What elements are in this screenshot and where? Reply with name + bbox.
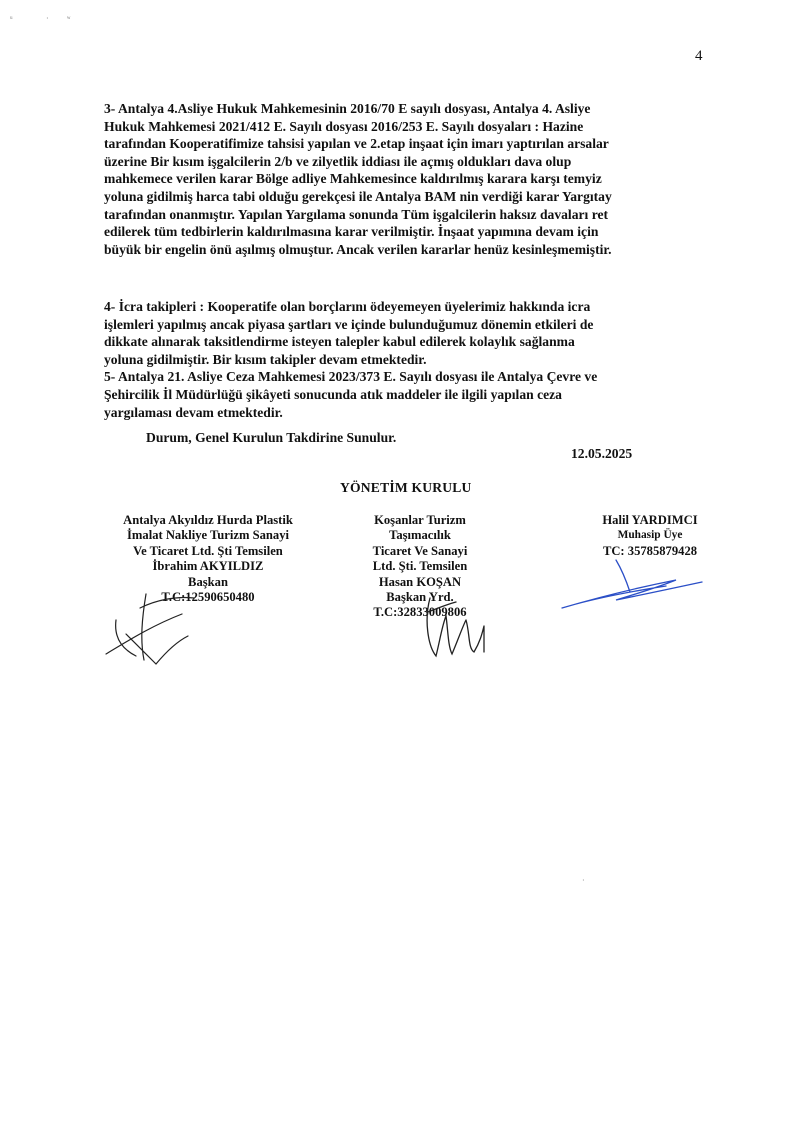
paragraph-line: 3- Antalya 4.Asliye Hukuk Mahkemesinin 2016/70 E sayılı dosyası, Antalya 4. Asliye: [104, 101, 591, 116]
scan-speck: ʷ: [67, 14, 71, 23]
signer-company-line: İmalat Nakliye Turizm Sanayi: [127, 528, 289, 543]
paragraph-line: edilerek tüm tedbirlerin kaldırılmasına karar verilmiştir. İnşaat yapımına devam için: [104, 224, 599, 240]
signer-name: Hasan KOŞAN: [378, 574, 462, 589]
signer-company-line: Ltd. Şti. Temsilen: [372, 559, 468, 574]
scan-speck: ᵘ: [10, 14, 13, 23]
scan-speck: ·: [582, 876, 585, 885]
paragraph-line: yoluna gidilmiş harca tabi olduğu gerekçesi ile Antalya BAM nin verdiği karar Yargıtay: [104, 188, 612, 204]
signature-yardimci: [556, 558, 706, 618]
paragraph-line: yargılaması devam etmektedir.: [104, 404, 283, 420]
signer-company-line: Antalya Akyıldız Hurda Plastik: [123, 513, 293, 527]
signer-block-treasurer: [585, 513, 715, 559]
paragraph-line: Hukuk Mahkemesi 2021/412 E. Sayılı dosyası 2016/253 E. Sayılı dosyaları : Hazine: [104, 118, 584, 134]
paragraph-3: [104, 100, 714, 258]
signature-akyildiz: [96, 590, 226, 670]
signer-role: Başkan: [188, 574, 228, 589]
signer-id: T.C:12590650480: [161, 590, 255, 605]
paragraph-4-5: [104, 298, 714, 421]
paragraph-line: 4- İcra takipleri : Kooperatife olan borçlarını ödeyemeyen üyelerimiz hakkında icra: [104, 299, 591, 314]
paragraph-line: üzerine Bir kısım işgalcilerin 2/b ve zilyetlik iddiası ile açmış oldukları dava olup: [104, 153, 572, 169]
paragraph-line: mahkemece verilen karar Bölge adliye Mahkemesince kaldırılmış karara karşı temyiz: [104, 171, 602, 187]
signature-kosan: [418, 590, 498, 662]
paragraph-line: 5- Antalya 21. Asliye Ceza Mahkemesi 2023/373 E. Sayılı dosyası ile Antalya Çevre ve: [104, 369, 598, 385]
paragraph-line: tarafından onanmıştır. Yapılan Yargılama sonunda Tüm işgalcilerin haksız davaları ret: [104, 206, 609, 222]
signer-company-line: Ve Ticaret Ltd. Şti Temsilen: [133, 543, 283, 558]
signer-role: Muhasip Üye: [617, 529, 683, 542]
paragraph-line: yoluna gidilmiştir. Bir kısım takipler devam etmektedir.: [104, 351, 427, 367]
paragraph-line: tarafından Kooperatifimize tahsisi yapılan ve 2.etap inşaat için imarı yaptırılan arsalar: [104, 136, 609, 152]
board-title: YÖNETİM KURULU: [340, 480, 472, 495]
signer-company-line: Ticaret Ve Sanayi: [372, 543, 468, 558]
paragraph-line: Şehircilik İl Müdürlüğü şikâyeti sonucunda atık maddeler ile ilgili yapılan ceza: [104, 386, 562, 402]
paragraph-line: dikkate alınarak taksitlendirme isteyen talepler kabul edilerek kolaylık sağlanma: [104, 334, 575, 350]
paragraph-line: işlemleri yapılmış ancak piyasa şartları ve içinde bulunduğumuz dönemin etkileri de: [104, 316, 594, 332]
signer-name: Halil YARDIMCI: [602, 513, 698, 527]
signer-company-line: Koşanlar Turizm Taşımacılık: [374, 513, 466, 543]
signer-name: İbrahim AKYILDIZ: [152, 559, 264, 574]
paragraph-line: büyük bir engelin önü aşılmış olmuştur. Ancak verilen kararlar henüz kesinleşmemiştir.: [104, 241, 612, 257]
document-date: 12.05.2025: [571, 446, 633, 461]
signer-id: TC: 35785879428: [602, 543, 698, 558]
page-number: 4: [695, 48, 703, 64]
closing-statement: Durum, Genel Kurulun Takdirine Sunulur.: [146, 430, 397, 445]
signer-id: T.C:32833009806: [373, 605, 467, 620]
scan-speck: ·: [46, 14, 49, 23]
signer-role: Başkan Yrd.: [386, 590, 454, 605]
